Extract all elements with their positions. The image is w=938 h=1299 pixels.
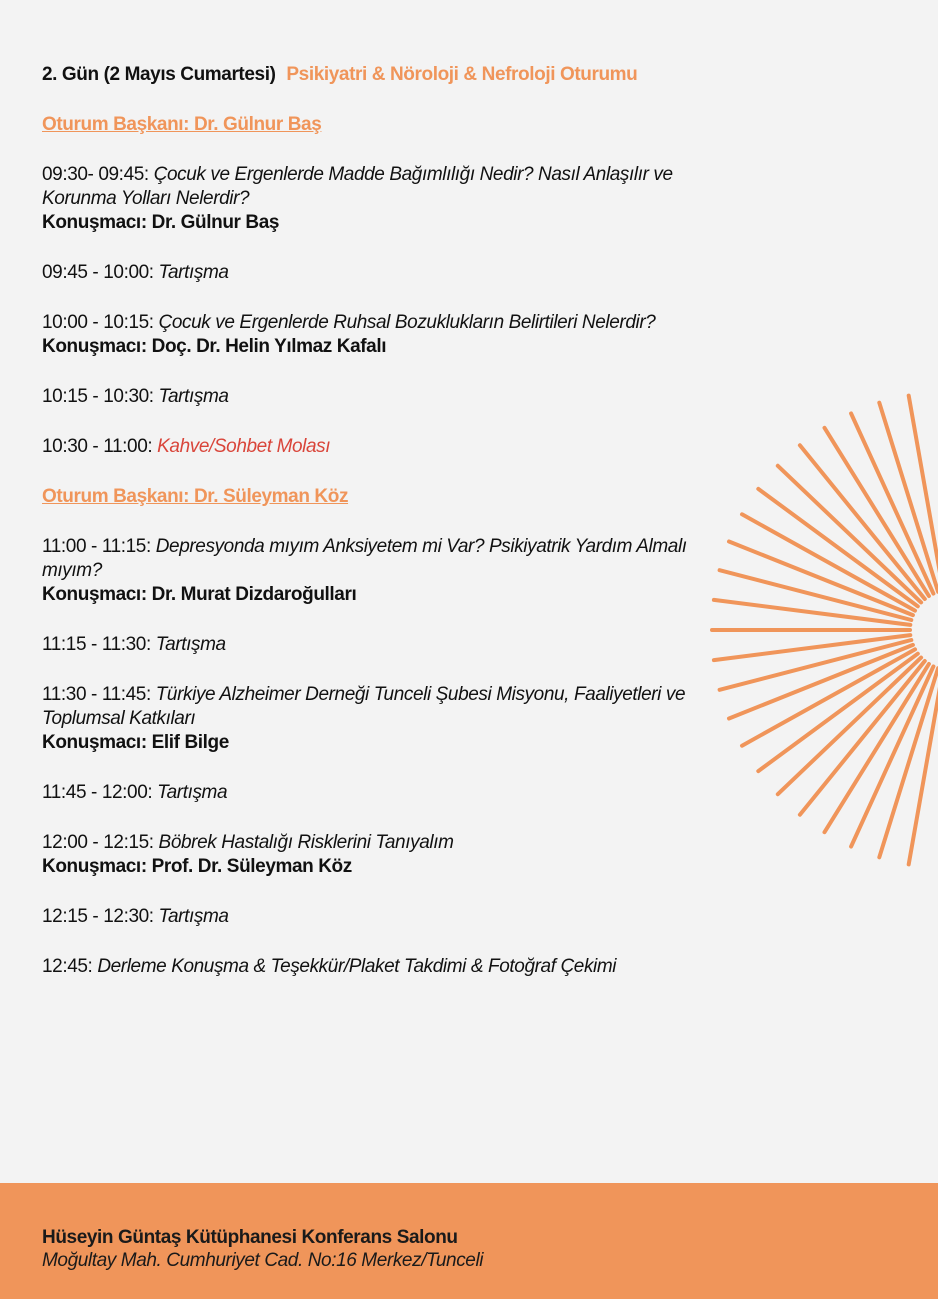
item-title: Böbrek Hastalığı Risklerini Tanıyalım bbox=[158, 832, 454, 853]
item-time: 10:30 - 11:00: bbox=[42, 436, 158, 457]
schedule-item bbox=[42, 633, 732, 657]
schedule-item bbox=[42, 905, 732, 929]
venue-address: Moğultay Mah. Cumhuriyet Cad. No:16 Merkez/Tunceli bbox=[42, 1250, 484, 1271]
item-title: Depresyonda mıyım Anksiyetem mi Var? Psikiyatrik Yardım Almalı mıyım? bbox=[42, 536, 687, 581]
session-chair-1: Oturum Başkanı: Dr. Gülnur Baş bbox=[42, 114, 322, 135]
schedule-item bbox=[42, 163, 732, 235]
item-speaker: Konuşmacı: Doç. Dr. Helin Yılmaz Kafalı bbox=[42, 336, 387, 357]
item-time: 11:00 - 11:15: bbox=[42, 536, 156, 557]
item-time: 11:30 - 11:45: bbox=[42, 684, 156, 705]
item-time: 12:45: bbox=[42, 956, 98, 977]
sunburst-ray bbox=[778, 466, 921, 603]
schedule-item bbox=[42, 535, 732, 607]
item-title: Türkiye Alzheimer Derneği Tunceli Şubesi Misyonu, Faaliyetleri ve Toplumsal Katkıları bbox=[42, 684, 686, 729]
schedule-item bbox=[42, 831, 732, 879]
item-title: Derleme Konuşma & Teşekkür/Plaket Takdimi & Fotoğraf Çekimi bbox=[97, 956, 617, 977]
schedule-item-break bbox=[42, 435, 732, 459]
item-speaker: Konuşmacı: Dr. Murat Dizdaroğulları bbox=[42, 584, 357, 605]
footer-bar bbox=[0, 1183, 938, 1299]
item-title: Tartışma bbox=[158, 906, 229, 927]
session-chair-2: Oturum Başkanı: Dr. Süleyman Köz bbox=[42, 486, 349, 507]
item-time: 10:00 - 10:15: bbox=[42, 312, 159, 333]
program-content bbox=[42, 63, 732, 1005]
item-title: Tartışma bbox=[158, 262, 229, 283]
item-time: 11:45 - 12:00: bbox=[42, 782, 158, 803]
item-time: 10:15 - 10:30: bbox=[42, 386, 159, 407]
day-title: 2. Gün (2 Mayıs Cumartesi) bbox=[42, 64, 276, 85]
item-title: Tartışma bbox=[155, 634, 226, 655]
schedule-item bbox=[42, 781, 732, 805]
item-title: Tartışma bbox=[158, 386, 229, 407]
item-speaker: Konuşmacı: Dr. Gülnur Baş bbox=[42, 212, 280, 233]
sunburst-icon bbox=[700, 380, 938, 890]
item-time: 09:30- 09:45: bbox=[42, 164, 154, 185]
item-time: 12:00 - 12:15: bbox=[42, 832, 159, 853]
item-title: Kahve/Sohbet Molası bbox=[157, 436, 331, 457]
schedule-item bbox=[42, 683, 732, 755]
session-title: Psikiyatri & Nöroloji & Nefroloji Oturumu bbox=[286, 64, 638, 85]
schedule-item bbox=[42, 311, 732, 359]
item-time: 12:15 - 12:30: bbox=[42, 906, 159, 927]
schedule-item bbox=[42, 385, 732, 409]
item-title: Çocuk ve Ergenlerde Madde Bağımlılığı Nedir? Nasıl Anlaşılır ve Korunma Yolları Nelerdir? bbox=[42, 164, 673, 209]
item-speaker: Konuşmacı: Prof. Dr. Süleyman Köz bbox=[42, 856, 352, 877]
sunburst-ray bbox=[909, 669, 938, 864]
venue-name: Hüseyin Güntaş Kütüphanesi Konferans Salonu bbox=[42, 1227, 458, 1248]
sunburst-ray bbox=[909, 396, 938, 591]
item-time: 11:15 - 11:30: bbox=[42, 634, 156, 655]
item-speaker: Konuşmacı: Elif Bilge bbox=[42, 732, 229, 753]
item-title: Çocuk ve Ergenlerde Ruhsal Bozuklukların Belirtileri Nelerdir? bbox=[158, 312, 656, 333]
day-header bbox=[42, 63, 732, 87]
schedule-item bbox=[42, 955, 732, 979]
schedule-item bbox=[42, 261, 732, 285]
sunburst-ray bbox=[778, 658, 921, 795]
item-title: Tartışma bbox=[157, 782, 228, 803]
item-time: 09:45 - 10:00: bbox=[42, 262, 159, 283]
